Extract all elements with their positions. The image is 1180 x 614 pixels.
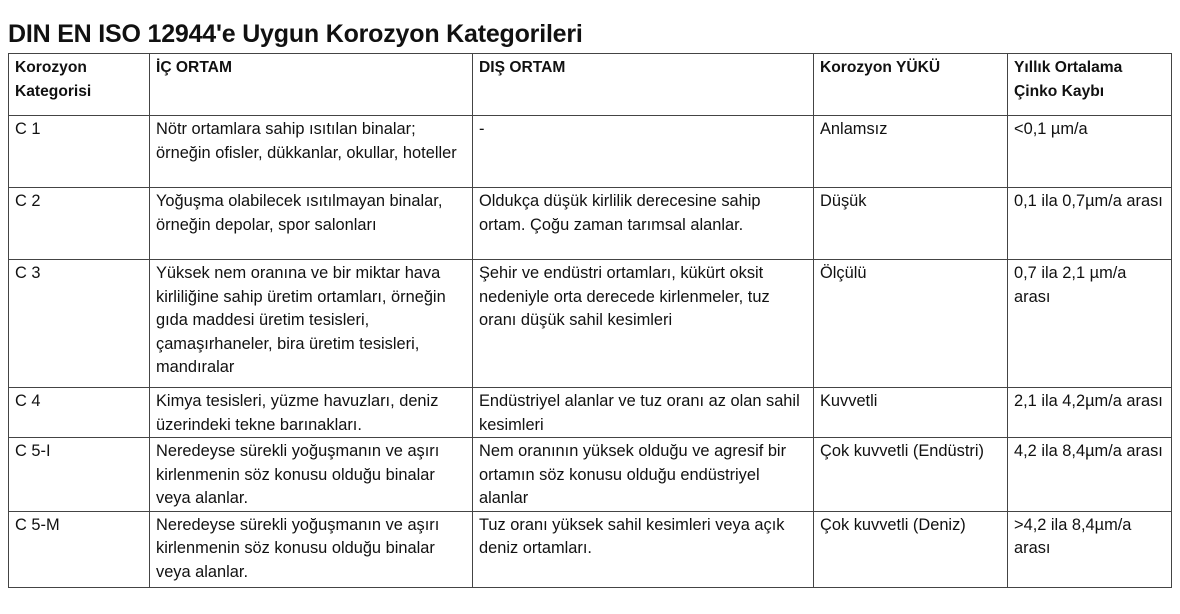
cell-load: Kuvvetli (814, 388, 1008, 438)
cell-outdoor: Tuz oranı yüksek sahil kesimleri veya açık deniz ortamları. (473, 511, 814, 587)
header-outdoor: DIŞ ORTAM (473, 54, 814, 116)
table-header-row (9, 54, 1172, 116)
corrosion-categories-table (8, 53, 1172, 588)
cell-indoor: Neredeyse sürekli yoğuşmanın ve aşırı kirlenmenin söz konusu olduğu binalar veya alanlar. (150, 438, 473, 512)
cell-category: C 2 (9, 188, 150, 260)
cell-indoor: Neredeyse sürekli yoğuşmanın ve aşırı kirlenmenin söz konusu olduğu binalar veya alanlar. (150, 511, 473, 587)
table-row-c4 (9, 388, 1172, 438)
header-corrosion-load: Korozyon YÜKÜ (814, 54, 1008, 116)
table-row-c5-i (9, 438, 1172, 512)
cell-outdoor: Nem oranının yüksek olduğu ve agresif bir ortamın söz konusu olduğu endüstriyel alanlar (473, 438, 814, 512)
cell-indoor: Yüksek nem oranına ve bir miktar hava kirliliğine sahip üretim ortamları, örneğin gıda maddesi üretim tesisleri, çamaşırhaneler, bira üretim tesisleri, mandıralar (150, 260, 473, 388)
header-zinc-loss: Yıllık Ortalama Çinko Kaybı (1008, 54, 1172, 116)
cell-load: Çok kuvvetli (Endüstri) (814, 438, 1008, 512)
cell-load: Düşük (814, 188, 1008, 260)
header-indoor: İÇ ORTAM (150, 54, 473, 116)
cell-indoor: Yoğuşma olabilecek ısıtılmayan binalar, örneğin depolar, spor salonları (150, 188, 473, 260)
cell-load: Çok kuvvetli (Deniz) (814, 511, 1008, 587)
cell-category: C 4 (9, 388, 150, 438)
cell-outdoor: - (473, 116, 814, 188)
page-title: DIN EN ISO 12944'e Uygun Korozyon Kategorileri (8, 20, 583, 48)
cell-outdoor: Endüstriyel alanlar ve tuz oranı az olan sahil kesimleri (473, 388, 814, 438)
cell-load: Ölçülü (814, 260, 1008, 388)
cell-outdoor: Şehir ve endüstri ortamları, kükürt oksit nedeniyle orta derecede kirlenmeler, tuz oranı düşük sahil kesimleri (473, 260, 814, 388)
header-corrosion-category: Korozyon Kategorisi (9, 54, 150, 116)
cell-zinc-loss: <0,1 µm/a (1008, 116, 1172, 188)
table-row-c2 (9, 188, 1172, 260)
cell-zinc-loss: 0,1 ila 0,7µm/a arası (1008, 188, 1172, 260)
cell-load: Anlamsız (814, 116, 1008, 188)
cell-category: C 5-M (9, 511, 150, 587)
table-row-c5-m (9, 511, 1172, 587)
table-row-c3 (9, 260, 1172, 388)
cell-zinc-loss: 4,2 ila 8,4µm/a arası (1008, 438, 1172, 512)
cell-category: C 3 (9, 260, 150, 388)
cell-zinc-loss: 0,7 ila 2,1 µm/a arası (1008, 260, 1172, 388)
cell-zinc-loss: 2,1 ila 4,2µm/a arası (1008, 388, 1172, 438)
cell-category: C 5-I (9, 438, 150, 512)
cell-indoor: Nötr ortamlara sahip ısıtılan binalar; örneğin ofisler, dükkanlar, okullar, hoteller (150, 116, 473, 188)
cell-indoor: Kimya tesisleri, yüzme havuzları, deniz üzerindeki tekne barınakları. (150, 388, 473, 438)
cell-outdoor: Oldukça düşük kirlilik derecesine sahip ortam. Çoğu zaman tarımsal alanlar. (473, 188, 814, 260)
table-row-c1 (9, 116, 1172, 188)
cell-category: C 1 (9, 116, 150, 188)
cell-zinc-loss: >4,2 ila 8,4µm/a arası (1008, 511, 1172, 587)
